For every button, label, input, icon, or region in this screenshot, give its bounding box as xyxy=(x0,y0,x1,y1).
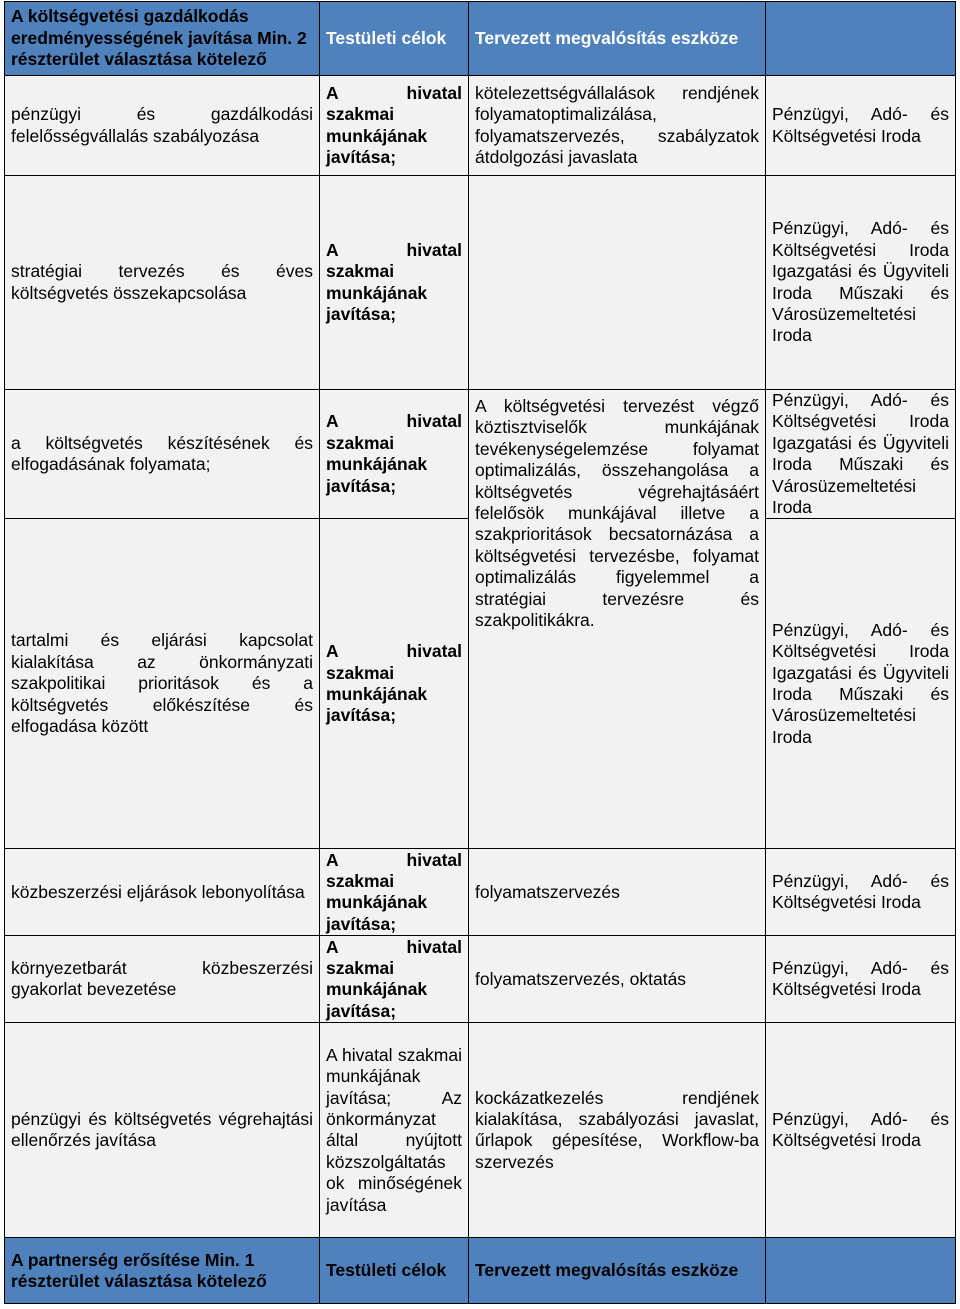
tool-cell: folyamatszervezés, oktatás xyxy=(469,936,766,1023)
tool-cell xyxy=(469,176,766,390)
table-header-row xyxy=(5,2,956,76)
area-cell: környezetbarát közbeszerzési gyakorlat bevezetése xyxy=(5,936,320,1023)
tool-cell: A költségvetési tervezést végző köztisztviselők munkájának tevékenységelemzése folyamat optimalizálás, összehangolása a költségvetés végrehajtásáért felelősök munkájával illetve a szakprioritások becsatornázása a költségvetési tervezésbe, folyamat optimalizálás figyelemmel a stratégiai tervezésre és szakpolitikákra. xyxy=(469,390,766,849)
dept-cell: Pénzügyi, Adó- és Költségvetési Iroda Igazgatási és Ügyviteli Iroda Műszaki és Városüzemeltetési Iroda xyxy=(766,176,956,390)
header-blank-2 xyxy=(766,1238,956,1304)
area-cell: pénzügyi és gazdálkodási felelősségvállalás szabályozása xyxy=(5,76,320,176)
dept-cell: Pénzügyi, Adó- és Költségvetési Iroda xyxy=(766,76,956,176)
goal-cell: A hivatal szakmai munkájának javítása; xyxy=(320,176,469,390)
goal-cell: A hivatal szakmai munkájának javítása; Az önkormányzat által nyújtott közszolgáltatás ok minőségének javítása xyxy=(320,1023,469,1238)
tool-cell: kockázatkezelés rendjének kialakítása, szabályozási javaslat, űrlapok gépesítése, Workflow-ba szervezés xyxy=(469,1023,766,1238)
dept-cell: Pénzügyi, Adó- és Költségvetési Iroda xyxy=(766,1023,956,1238)
dept-cell: Pénzügyi, Adó- és Költségvetési Iroda Igazgatási és Ügyviteli Iroda Műszaki és Városüzemeltetési Iroda xyxy=(766,390,956,519)
area-cell: közbeszerzési eljárások lebonyolítása xyxy=(5,849,320,936)
goal-cell: A hivatal szakmai munkájának javítása; xyxy=(320,519,469,849)
dept-cell: Pénzügyi, Adó- és Költségvetési Iroda xyxy=(766,936,956,1023)
tool-cell: folyamatszervezés xyxy=(469,849,766,936)
header-partnership: A partnerség erősítése Min. 1 részterület választása kötelező xyxy=(5,1238,320,1304)
dept-cell: Pénzügyi, Adó- és Költségvetési Iroda Igazgatási és Ügyviteli Iroda Műszaki és Városüzemeltetési Iroda xyxy=(766,519,956,849)
goal-cell: A hivatal szakmai munkájának javítása; xyxy=(320,936,469,1023)
area-cell: a költségvetés készítésének és elfogadásának folyamata; xyxy=(5,390,320,519)
table-row xyxy=(5,176,956,390)
header-area: A költségvetési gazdálkodás eredményességének javítása Min. 2 részterület választása kötelező xyxy=(5,2,320,76)
table-row xyxy=(5,76,956,176)
header-tools: Tervezett megvalósítás eszköze xyxy=(469,2,766,76)
table-row xyxy=(5,1023,956,1238)
goal-cell: A hivatal szakmai munkájának javítása; xyxy=(320,390,469,519)
goal-cell: A hivatal szakmai munkájának javítása; xyxy=(320,849,469,936)
development-plan-table xyxy=(4,1,956,1304)
header-goals-2: Testületi célok xyxy=(320,1238,469,1304)
area-cell: pénzügyi és költségvetés végrehajtási ellenőrzés javítása xyxy=(5,1023,320,1238)
table-row xyxy=(5,849,956,936)
table-row xyxy=(5,936,956,1023)
goal-cell: A hivatal szakmai munkájának javítása; xyxy=(320,76,469,176)
area-cell: stratégiai tervezés és éves költségvetés összekapcsolása xyxy=(5,176,320,390)
table-row xyxy=(5,390,956,519)
dept-cell: Pénzügyi, Adó- és Költségvetési Iroda xyxy=(766,849,956,936)
header-goals: Testületi célok xyxy=(320,2,469,76)
header-tools-2: Tervezett megvalósítás eszköze xyxy=(469,1238,766,1304)
header-blank xyxy=(766,2,956,76)
area-cell: tartalmi és eljárási kapcsolat kialakítása az önkormányzati szakpolitikai prioritások és a költségvetés előkészítése és elfogadása között xyxy=(5,519,320,849)
tool-cell: kötelezettségvállalások rendjének folyamatoptimalizálása, folyamatszervezés, szabályzatok átdolgozási javaslata xyxy=(469,76,766,176)
table-footer-header-row xyxy=(5,1238,956,1304)
